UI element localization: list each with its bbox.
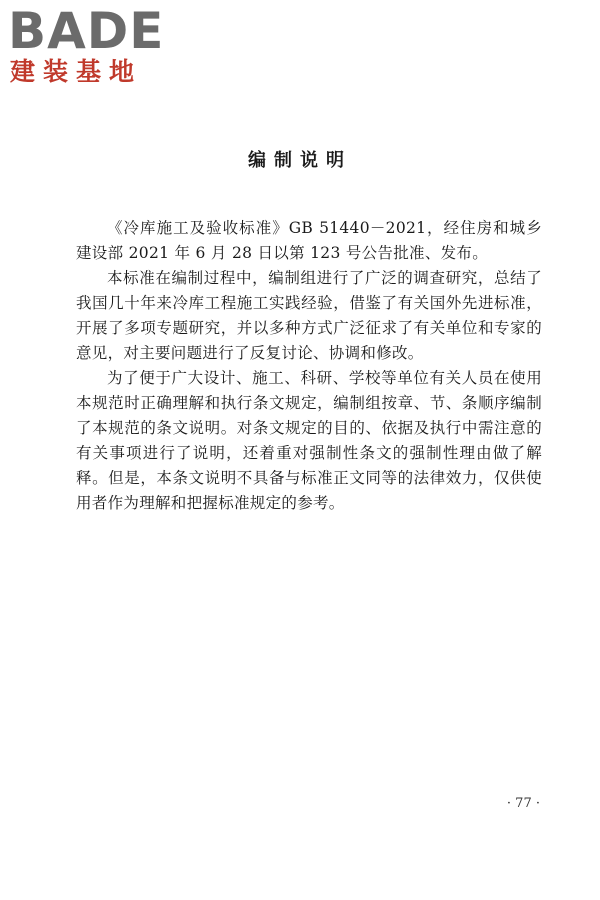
paragraph-3: 为了便于广大设计、施工、科研、学校等单位有关人员在使用本规范时正确理解和执行条文规定，编制组按章、节、条顺序编制了本规范的条文说明。对条文规定的目的、依据及执行中需注意的有关事项进行了说明，还着重对强制性条文的强制性理由做了解释。但是，本条文说明不具备与标准正文同等的法律效力，仅供使用者作为理解和把握标准规定的参考。	[76, 369, 542, 512]
page-title: 编制说明	[248, 150, 352, 171]
watermark-latin-text: BADE	[8, 2, 165, 60]
watermark-logo	[8, 2, 178, 86]
page-number: · 77 ·	[506, 796, 540, 811]
body-text	[76, 216, 542, 516]
paragraph-1: 《冷库施工及验收标准》GB 51440－2021，经住房和城乡建设部 2021 年 6 月 28 日以第 123 号公告批准、发布。	[76, 219, 542, 262]
watermark-chinese-text: 建装基地	[10, 57, 143, 86]
paragraph-2: 本标准在编制过程中，编制组进行了广泛的调查研究，总结了我国几十年来冷库工程施工实践经验，借鉴了有关国外先进标准，开展了多项专题研究，并以多种方式广泛征求了有关单位和专家的意见，对主要问题进行了反复讨论、协调和修改。	[76, 269, 542, 362]
